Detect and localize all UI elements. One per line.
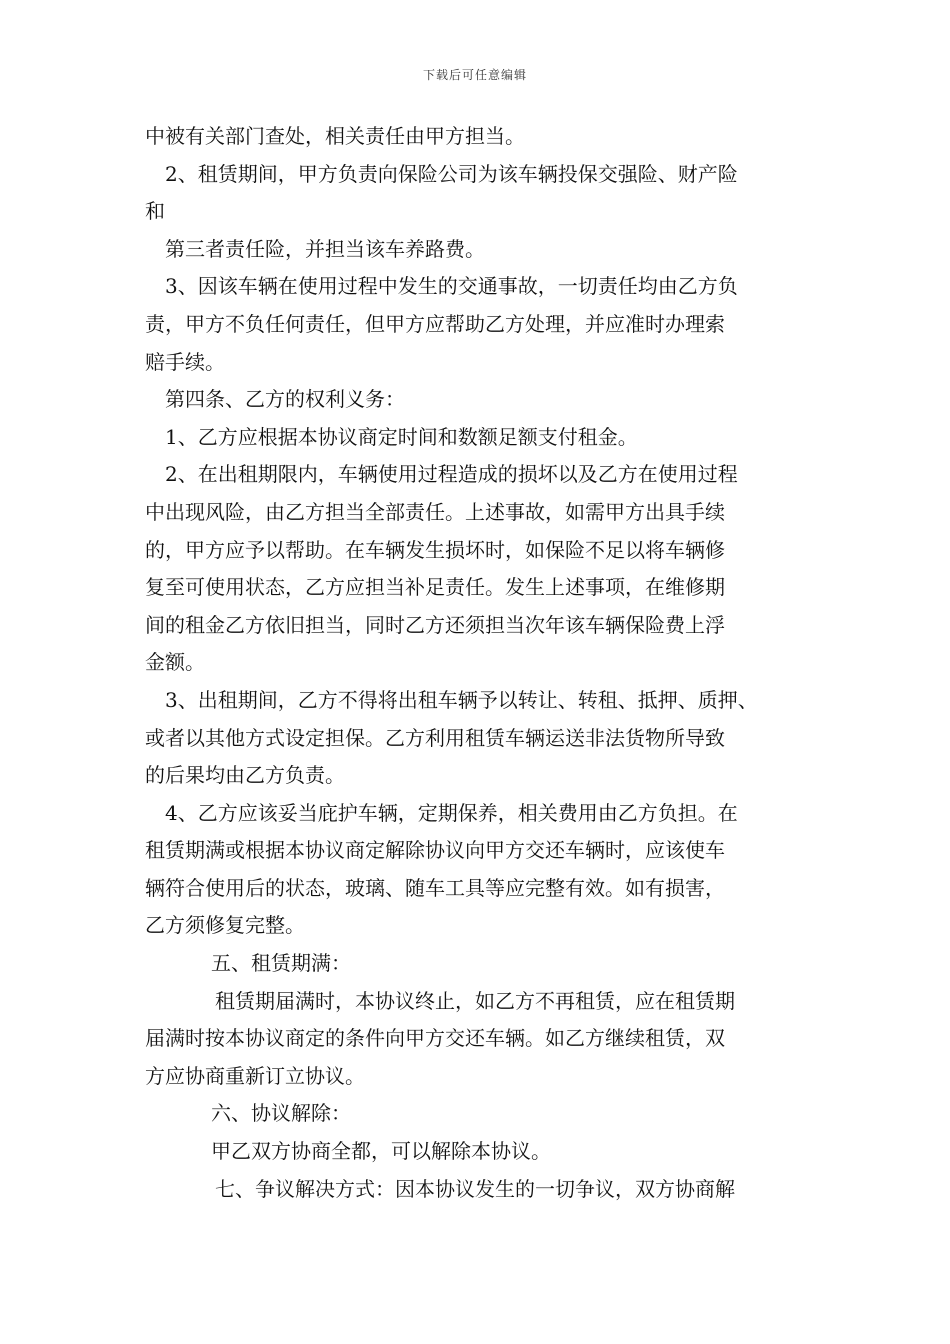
text-line: 甲乙双方协商全都，可以解除本协议。: [211, 1139, 551, 1164]
text-line: 的，甲方应予以帮助。在车辆发生损坏时，如保险不足以将车辆修: [145, 537, 725, 562]
section-heading-5: 五、租赁期满：: [211, 951, 351, 976]
text-line: 届满时按本协议商定的条件向甲方交还车辆。如乙方继续租赁，双: [145, 1026, 725, 1051]
text-line: 第三者责任险，并担当该车养路费。: [165, 236, 485, 261]
text-line: 中被有关部门查处，相关责任由甲方担当。: [145, 124, 525, 148]
text-line: 复至可使用状态，乙方应担当补足责任。发生上述事项，在维修期: [145, 575, 725, 600]
header-note: 下载后可任意编辑: [422, 68, 527, 82]
text-line: 方应协商重新订立协议。: [145, 1063, 365, 1088]
text-line: 责，甲方不负任何责任，但甲方应帮助乙方处理，并应准时办理索: [145, 311, 725, 336]
clause-3-line: 3、出租期间，乙方不得将出租车辆予以转让、转租、抵押、质押、: [165, 687, 758, 712]
text-line: 辆符合使用后的状态，玻璃、随车工具等应完整有效。如有损害，: [145, 875, 725, 900]
section-heading-4: 第四条、乙方的权利义务：: [165, 387, 405, 412]
clause-1-line: 1、乙方应根据本协议商定时间和数额足额支付租金。: [165, 424, 638, 449]
section-heading-6: 六、协议解除：: [211, 1101, 351, 1126]
text-line: 和: [145, 199, 165, 224]
text-line: 租赁期满或根据本协议商定解除协议向甲方交还车辆时，应该使车: [145, 838, 725, 863]
clause-2-line: 2、租赁期间，甲方负责向保险公司为该车辆投保交强险、财产险: [165, 161, 738, 186]
text-line: 的后果均由乙方负责。: [145, 763, 345, 788]
section-heading-7: 七、争议解决方式：因本协议发生的一切争议，双方协商解: [215, 1176, 735, 1201]
text-line: 赔手续。: [145, 349, 225, 374]
text-line: 中出现风险，由乙方担当全部责任。上述事故，如需甲方出具手续: [145, 499, 725, 524]
text-line: 间的租金乙方依旧担当，同时乙方还须担当次年该车辆保险费上浮: [145, 612, 725, 637]
clause-2-line: 2、在出租期限内，车辆使用过程造成的损坏以及乙方在使用过程: [165, 462, 738, 487]
clause-4-line: 4、乙方应该妥当庇护车辆，定期保养，相关费用由乙方负担。在: [165, 800, 738, 825]
text-line: 租赁期届满时，本协议终止，如乙方不再租赁，应在租赁期: [215, 988, 735, 1013]
text-line: 或者以其他方式设定担保。乙方利用租赁车辆运送非法货物所导致: [145, 725, 725, 750]
text-line: 金额。: [145, 650, 205, 675]
text-line: 乙方须修复完整。: [145, 913, 305, 938]
clause-3-line: 3、因该车辆在使用过程中发生的交通事故，一切责任均由乙方负: [165, 274, 738, 299]
document-body: [145, 118, 825, 1208]
